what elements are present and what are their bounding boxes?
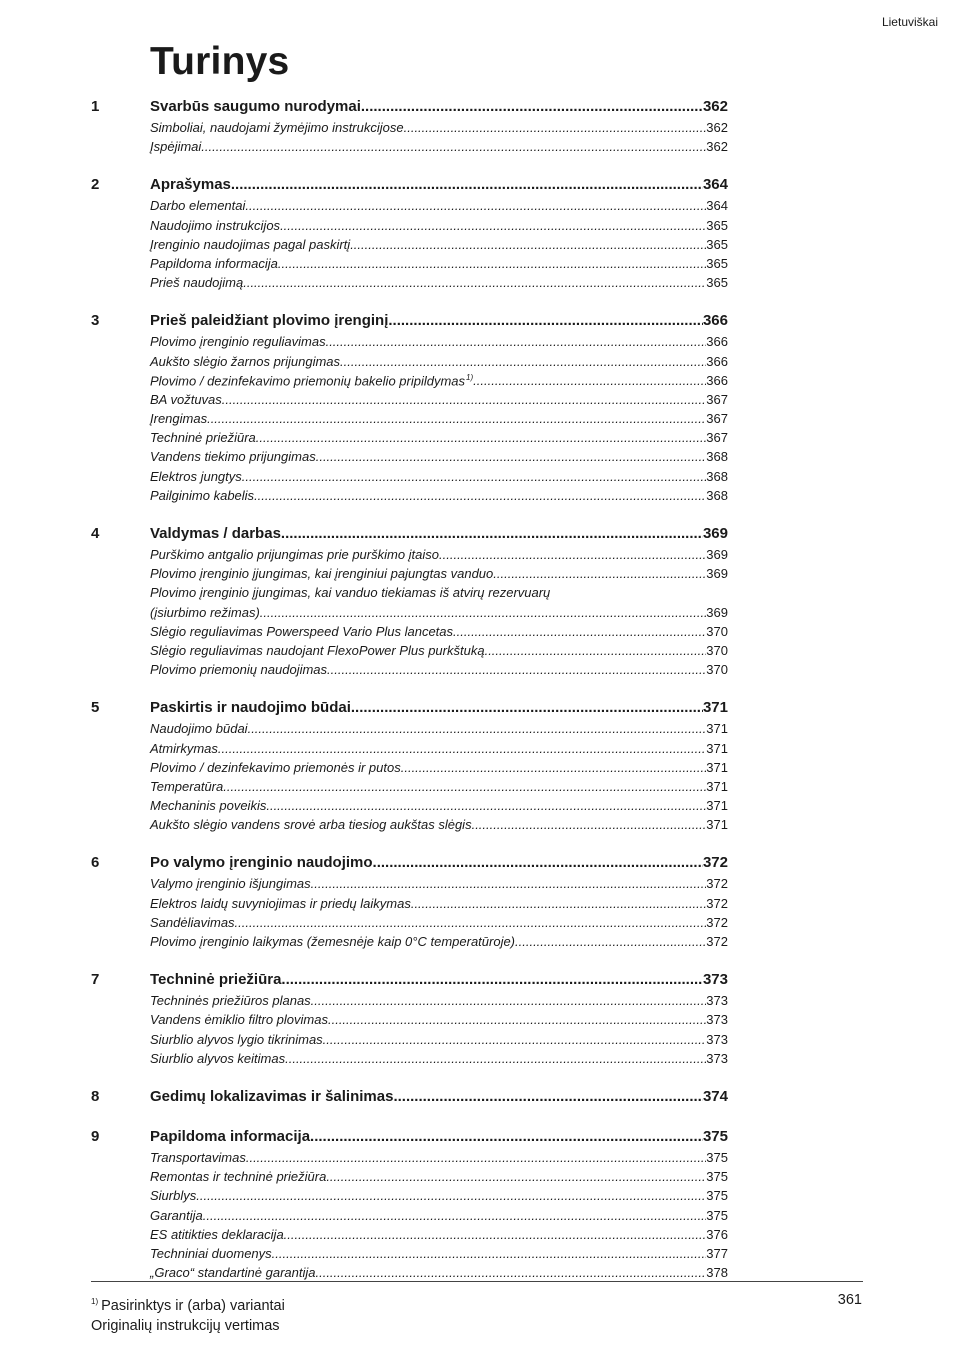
toc-item[interactable] xyxy=(150,373,728,392)
dot-leader xyxy=(278,256,706,271)
toc-item-page: 367 xyxy=(706,411,728,427)
toc-item[interactable] xyxy=(150,817,728,836)
toc-chapter[interactable] xyxy=(91,971,728,993)
toc-item-page: 377 xyxy=(706,1245,728,1261)
dot-leader xyxy=(231,176,703,193)
toc-item-page: 369 xyxy=(706,566,728,582)
chapter-number: 2 xyxy=(91,176,100,194)
chapter-page: 369 xyxy=(702,525,728,542)
toc-item-text: Transportavimas xyxy=(150,1149,246,1165)
chapter-number: 4 xyxy=(91,525,100,542)
chapter-title: Aprašymas xyxy=(150,176,231,194)
toc-item[interactable] xyxy=(150,721,728,740)
toc-item-page: 372 xyxy=(706,934,728,949)
toc-item[interactable] xyxy=(150,779,728,798)
toc-item-text: ES atitikties deklaracija xyxy=(150,1226,284,1242)
language-label: Lietuviškai xyxy=(881,15,938,29)
toc-item-text: Purškimo antgalio prijungimas prie purškimo įtaiso xyxy=(150,547,440,562)
dot-leader xyxy=(284,1227,707,1242)
chapter-number: 7 xyxy=(91,971,100,989)
toc-item-text: Temperatūra xyxy=(150,778,224,794)
toc-item-text: Plovimo priemonių naudojimas xyxy=(150,662,328,678)
footer-notes xyxy=(91,1292,285,1336)
toc-item-page: 367 xyxy=(706,430,728,446)
toc-item-label xyxy=(150,334,326,349)
toc-item-page: 369 xyxy=(706,547,728,562)
toc-section xyxy=(91,854,728,953)
toc-item-text: Vandens ėmiklio filtro plovimas xyxy=(150,1012,328,1028)
chapter-title: Valdymas / darbas xyxy=(150,525,281,542)
toc-item-text: Plovimo įrenginio reguliavimas xyxy=(150,334,326,350)
dot-leader xyxy=(515,934,706,949)
dot-leader xyxy=(340,354,706,369)
toc-item-label xyxy=(150,1227,284,1242)
toc-item-text: BA vožtuvas xyxy=(150,391,222,407)
toc-item-page: 365 xyxy=(706,255,728,271)
dot-leader xyxy=(453,624,706,639)
toc-item-text: (įsiurbimo režimas) xyxy=(150,604,260,620)
dot-leader xyxy=(485,643,707,658)
toc-chapter[interactable] xyxy=(91,525,728,547)
dot-leader xyxy=(201,139,706,154)
dot-leader xyxy=(350,237,706,252)
toc-item-label xyxy=(150,1169,326,1184)
dot-leader xyxy=(326,334,707,349)
toc-item-text: Naudojimo instrukcijos xyxy=(150,217,281,233)
chapter-title: Techninė priežiūra xyxy=(150,971,282,989)
toc-item-page: 370 xyxy=(706,642,728,658)
chapter-entry xyxy=(150,854,728,871)
toc-item[interactable] xyxy=(150,256,728,275)
dot-leader xyxy=(235,915,707,930)
toc-item-page: 371 xyxy=(706,759,728,775)
toc-item-label xyxy=(150,469,242,484)
toc-item[interactable] xyxy=(150,624,728,643)
chapter-page: 362 xyxy=(702,98,728,115)
toc-item-text: Papildoma informacija xyxy=(150,255,278,271)
toc-item-page: 366 xyxy=(706,334,728,350)
chapter-entry xyxy=(150,525,728,542)
toc-item-page: 369 xyxy=(706,604,728,620)
dot-leader xyxy=(373,854,703,871)
toc-item-page: 370 xyxy=(706,623,728,639)
toc-item-text: Įrenginio naudojimas pagal paskirtį xyxy=(150,236,351,252)
toc-item[interactable] xyxy=(150,392,728,411)
dot-leader xyxy=(280,218,706,233)
chapter-page: 372 xyxy=(702,854,728,872)
toc-item[interactable] xyxy=(150,1051,728,1070)
toc-item-label xyxy=(150,566,493,581)
toc-item-text: Remontas ir techninė priežiūra xyxy=(150,1169,327,1185)
toc-item-page: 366 xyxy=(706,373,728,389)
toc-item-text: Darbo elementai xyxy=(150,198,246,214)
dot-leader xyxy=(207,411,706,426)
toc-item-label xyxy=(150,1012,328,1027)
toc-item[interactable] xyxy=(150,798,728,817)
chapter-entry xyxy=(150,312,728,329)
dot-leader xyxy=(223,779,706,794)
chapter-page: 366 xyxy=(702,312,728,330)
toc-item-text: Plovimo įrenginio įjungimas, kai įrenginiui pajungtas vanduo xyxy=(150,566,494,582)
toc-item[interactable] xyxy=(150,1227,728,1246)
toc-item[interactable] xyxy=(150,449,728,468)
toc-item-page: 366 xyxy=(706,353,728,369)
toc-item-text: Vandens tiekimo prijungimas xyxy=(150,449,316,465)
toc-item-text: Atmirkymas xyxy=(150,740,218,756)
toc-item-text: Siurblys xyxy=(150,1188,197,1204)
dot-leader xyxy=(248,721,707,736)
toc-item[interactable] xyxy=(150,334,728,353)
toc-chapter[interactable] xyxy=(91,854,728,876)
chapter-entry xyxy=(150,98,728,115)
chapter-page: 374 xyxy=(702,1087,728,1105)
toc-item-label xyxy=(150,1150,246,1165)
toc-item-text: Elektros laidų suvyniojimas ir priedų laikymas xyxy=(150,895,411,911)
dot-leader xyxy=(323,1032,707,1047)
chapter-title: Paskirtis ir naudojimo būdai xyxy=(150,699,351,717)
toc-item-page: 373 xyxy=(706,993,728,1009)
dot-leader xyxy=(472,817,707,832)
toc-item-label xyxy=(150,1051,285,1066)
toc-item-page: 365 xyxy=(706,275,728,291)
toc-item-text: Plovimo / dezinfekavimo priemonės ir putos xyxy=(150,759,401,775)
toc-item[interactable] xyxy=(150,915,728,934)
toc-item-label xyxy=(150,1032,323,1047)
dot-leader xyxy=(260,605,707,620)
toc-item-page: 368 xyxy=(706,468,728,484)
chapter-title: Svarbūs saugumo nurodymai xyxy=(150,98,361,115)
toc-item-line: Plovimo įrenginio įjungimas, kai vanduo tiekiamas iš atvirų rezervuarų xyxy=(150,585,551,601)
toc-section xyxy=(91,525,728,681)
toc-item-label xyxy=(150,449,316,464)
toc-item[interactable] xyxy=(150,198,728,217)
chapter-title: Prieš paleidžiant plovimo įrenginį xyxy=(150,312,389,330)
toc-item-page: 373 xyxy=(706,1050,728,1066)
toc-item-page: 373 xyxy=(706,1031,728,1047)
dot-leader xyxy=(281,971,703,988)
toc-item-text: Valymo įrenginio išjungimas xyxy=(150,876,311,892)
dot-leader xyxy=(246,1150,706,1165)
dot-leader xyxy=(272,1246,707,1261)
toc-item[interactable] xyxy=(150,662,728,681)
dot-leader xyxy=(285,1051,706,1066)
chapter-entry xyxy=(150,176,728,193)
footnote-ref: 1) xyxy=(466,372,474,382)
toc-item-label xyxy=(150,662,327,677)
toc-item-label xyxy=(150,721,248,736)
chapter-entry xyxy=(150,699,728,716)
toc-item-label xyxy=(150,256,278,271)
toc-item-page: 371 xyxy=(706,740,728,756)
toc-item-page: 375 xyxy=(706,1169,728,1185)
toc-item-label xyxy=(150,373,473,388)
table-of-contents xyxy=(91,98,728,1302)
toc-item-label xyxy=(150,798,266,813)
chapter-number: 9 xyxy=(91,1127,100,1145)
toc-item-label xyxy=(150,934,515,949)
chapter-page: 373 xyxy=(702,971,728,989)
toc-item[interactable] xyxy=(150,1169,728,1188)
toc-chapter[interactable] xyxy=(91,1128,728,1150)
dot-leader xyxy=(326,1169,706,1184)
toc-item-text: Techninė priežiūra xyxy=(150,430,256,446)
toc-item[interactable] xyxy=(150,237,728,256)
toc-item-page: 371 xyxy=(706,721,728,737)
toc-item[interactable] xyxy=(150,741,728,760)
toc-item-page: 375 xyxy=(706,1207,728,1223)
toc-item-text: Plovimo / dezinfekavimo priemonių bakelio pripildymas xyxy=(150,373,466,389)
dot-leader xyxy=(439,547,706,562)
toc-item[interactable] xyxy=(150,275,728,294)
chapter-title: Po valymo įrenginio naudojimo xyxy=(150,854,373,872)
toc-item-label xyxy=(150,760,401,775)
dot-leader xyxy=(245,198,706,213)
toc-section xyxy=(91,971,728,1070)
toc-item-text: Siurblio alyvos lygio tikrinimas xyxy=(150,1031,323,1047)
toc-item-page: 365 xyxy=(706,217,728,233)
toc-item-page: 368 xyxy=(706,449,728,465)
toc-item-text: Prieš naudojimą xyxy=(150,275,244,291)
toc-item-label xyxy=(150,430,256,445)
toc-section xyxy=(91,1128,728,1284)
toc-item-text: Garantija xyxy=(150,1207,203,1223)
toc-item-text: Simboliai, naudojami žymėjimo instrukcijose xyxy=(150,120,404,135)
toc-item-label xyxy=(150,915,235,930)
toc-item[interactable] xyxy=(150,411,728,430)
toc-item[interactable] xyxy=(150,547,728,566)
toc-item-text: Įrengimas xyxy=(150,411,208,427)
toc-item[interactable] xyxy=(150,120,728,139)
dot-leader xyxy=(316,449,707,464)
dot-leader xyxy=(310,1128,703,1145)
toc-chapter[interactable] xyxy=(91,312,728,334)
toc-item[interactable] xyxy=(150,934,728,953)
toc-item-text: Pailginimo kabelis xyxy=(150,487,255,503)
toc-item[interactable] xyxy=(150,1150,728,1169)
chapter-entry xyxy=(150,1088,728,1105)
toc-item[interactable] xyxy=(150,354,728,373)
dot-leader xyxy=(473,373,706,388)
toc-item-page: 372 xyxy=(706,914,728,930)
toc-item-label xyxy=(150,605,260,620)
toc-item-text: Mechaninis poveikis xyxy=(150,798,267,814)
toc-item[interactable] xyxy=(150,643,728,662)
toc-item-label xyxy=(150,876,311,891)
toc-item-page: 362 xyxy=(706,139,728,155)
toc-section xyxy=(91,1088,728,1110)
toc-item-text: Aukšto slėgio vandens srovė arba tiesiog aukštas slėgis xyxy=(150,817,472,833)
dot-leader xyxy=(404,120,707,135)
toc-item-label xyxy=(150,779,223,794)
chapter-number: 8 xyxy=(91,1087,100,1105)
footnote xyxy=(91,1292,285,1316)
toc-item-page: 367 xyxy=(706,391,728,407)
toc-item[interactable] xyxy=(150,1188,728,1207)
chapter-number: 1 xyxy=(91,98,100,115)
toc-item-label xyxy=(150,411,207,426)
toc-item-page: 371 xyxy=(706,817,728,833)
toc-item-label xyxy=(150,1188,196,1203)
dot-leader xyxy=(218,741,706,756)
toc-item-page: 375 xyxy=(706,1188,728,1204)
toc-item-page: 370 xyxy=(706,662,728,678)
toc-chapter[interactable] xyxy=(91,98,728,120)
chapter-number: 5 xyxy=(91,699,100,717)
toc-item-label xyxy=(150,1246,272,1261)
dot-leader xyxy=(311,876,707,891)
toc-item-text: Sandėliavimas xyxy=(150,914,235,930)
toc-item-text: „Graco“ standartinė garantija xyxy=(150,1265,316,1281)
toc-item-label xyxy=(150,1265,315,1280)
toc-item-label xyxy=(150,896,411,911)
dot-leader xyxy=(254,488,706,503)
toc-item-page: 373 xyxy=(706,1012,728,1028)
toc-item-label xyxy=(150,547,439,562)
dot-leader xyxy=(243,275,706,290)
dot-leader xyxy=(315,1265,706,1280)
toc-item[interactable] xyxy=(150,1032,728,1051)
dot-leader xyxy=(256,430,707,445)
toc-item-page: 362 xyxy=(706,120,728,135)
chapter-entry xyxy=(150,1128,728,1145)
toc-item-label xyxy=(150,624,453,639)
toc-item[interactable] xyxy=(150,139,728,158)
toc-item[interactable] xyxy=(150,488,728,507)
toc-item[interactable] xyxy=(150,760,728,779)
dot-leader xyxy=(411,896,706,911)
chapter-number: 3 xyxy=(91,312,100,330)
dot-leader xyxy=(242,469,707,484)
translation-note: Originalių instrukcijų vertimas xyxy=(91,1317,280,1334)
page-title: Turinys xyxy=(150,40,290,83)
toc-chapter[interactable] xyxy=(91,1088,728,1110)
page-number: 361 xyxy=(837,1292,862,1308)
toc-section xyxy=(91,699,728,836)
dot-leader xyxy=(401,760,707,775)
toc-item-label xyxy=(150,237,350,252)
dot-leader xyxy=(281,525,703,542)
dot-leader xyxy=(388,312,703,329)
toc-item-page: 375 xyxy=(706,1149,728,1165)
toc-item-page: 371 xyxy=(706,798,728,814)
toc-item[interactable] xyxy=(150,218,728,237)
dot-leader xyxy=(493,566,706,581)
toc-item-text: Elektros jungtys xyxy=(150,468,242,484)
chapter-title: Gedimų lokalizavimas ir šalinimas xyxy=(150,1087,394,1105)
toc-item-page: 376 xyxy=(706,1226,728,1242)
toc-item[interactable] xyxy=(150,993,728,1012)
chapter-page: 371 xyxy=(702,699,728,717)
dot-leader xyxy=(327,662,706,677)
toc-item-text: Įspėjimai xyxy=(150,139,202,155)
footnote-text: Pasirinktys ir (arba) variantai xyxy=(101,1297,285,1314)
toc-item-label xyxy=(150,275,243,290)
toc-item-page: 368 xyxy=(706,487,728,503)
toc-chapter[interactable] xyxy=(91,176,728,198)
toc-item-page: 371 xyxy=(706,778,728,794)
chapter-entry xyxy=(150,971,728,988)
chapter-title: Papildoma informacija xyxy=(150,1127,311,1145)
toc-item[interactable] xyxy=(150,605,728,624)
toc-item-label xyxy=(150,354,340,369)
toc-item-label xyxy=(150,817,472,832)
toc-item-page: 372 xyxy=(706,895,728,911)
toc-item-label xyxy=(150,198,245,213)
dot-leader xyxy=(361,98,703,115)
toc-item-page: 372 xyxy=(706,876,728,892)
toc-item[interactable] xyxy=(150,1012,728,1031)
toc-section xyxy=(91,312,728,507)
dot-leader xyxy=(196,1188,706,1203)
dot-leader xyxy=(311,993,707,1008)
footer-divider xyxy=(91,1281,863,1282)
toc-item-page: 365 xyxy=(706,236,728,252)
toc-item[interactable] xyxy=(150,469,728,488)
dot-leader xyxy=(328,1012,706,1027)
toc-item-label xyxy=(150,139,201,154)
dot-leader xyxy=(222,392,707,407)
toc-item-label xyxy=(150,741,218,756)
toc-item[interactable] xyxy=(150,1208,728,1227)
toc-item-text: Naudojimo būdai xyxy=(150,721,248,737)
dot-leader xyxy=(351,699,703,716)
toc-item[interactable] xyxy=(150,896,728,915)
toc-item-label xyxy=(150,488,254,503)
toc-item[interactable] xyxy=(150,876,728,895)
toc-section xyxy=(91,176,728,294)
chapter-page: 375 xyxy=(702,1127,728,1145)
chapter-number: 6 xyxy=(91,854,100,872)
toc-item-text: Techninės priežiūros planas xyxy=(150,993,311,1009)
toc-item-label xyxy=(150,120,404,135)
toc-item-text: Aukšto slėgio žarnos prijungimas xyxy=(150,353,341,369)
toc-item-label xyxy=(150,1208,203,1223)
toc-item[interactable] xyxy=(150,430,728,449)
toc-item-label xyxy=(150,392,222,407)
toc-item[interactable] xyxy=(150,1246,728,1265)
toc-item-text: Slėgio reguliavimas Powerspeed Vario Plus lancetas xyxy=(150,623,454,639)
dot-leader xyxy=(266,798,706,813)
toc-item-text: Techniniai duomenys xyxy=(150,1245,272,1261)
toc-chapter[interactable] xyxy=(91,699,728,721)
toc-section xyxy=(91,98,728,158)
chapter-page: 364 xyxy=(702,176,728,194)
dot-leader xyxy=(393,1088,703,1105)
toc-item[interactable] xyxy=(150,566,728,585)
toc-item-page: 378 xyxy=(706,1265,728,1281)
toc-item-page: 364 xyxy=(706,198,728,214)
dot-leader xyxy=(203,1208,707,1223)
toc-item-label xyxy=(150,993,311,1008)
toc-item-label xyxy=(150,643,485,658)
toc-item-text: Slėgio reguliavimas naudojant FlexoPower Plus purkštuką xyxy=(150,642,485,658)
footnote-mark: 1) xyxy=(91,1297,99,1306)
toc-item-label xyxy=(150,218,280,233)
toc-item-text: Plovimo įrenginio laikymas (žemesnėje kaip 0°C temperatūroje) xyxy=(150,934,516,949)
toc-item-text: Siurblio alyvos keitimas xyxy=(150,1050,286,1066)
